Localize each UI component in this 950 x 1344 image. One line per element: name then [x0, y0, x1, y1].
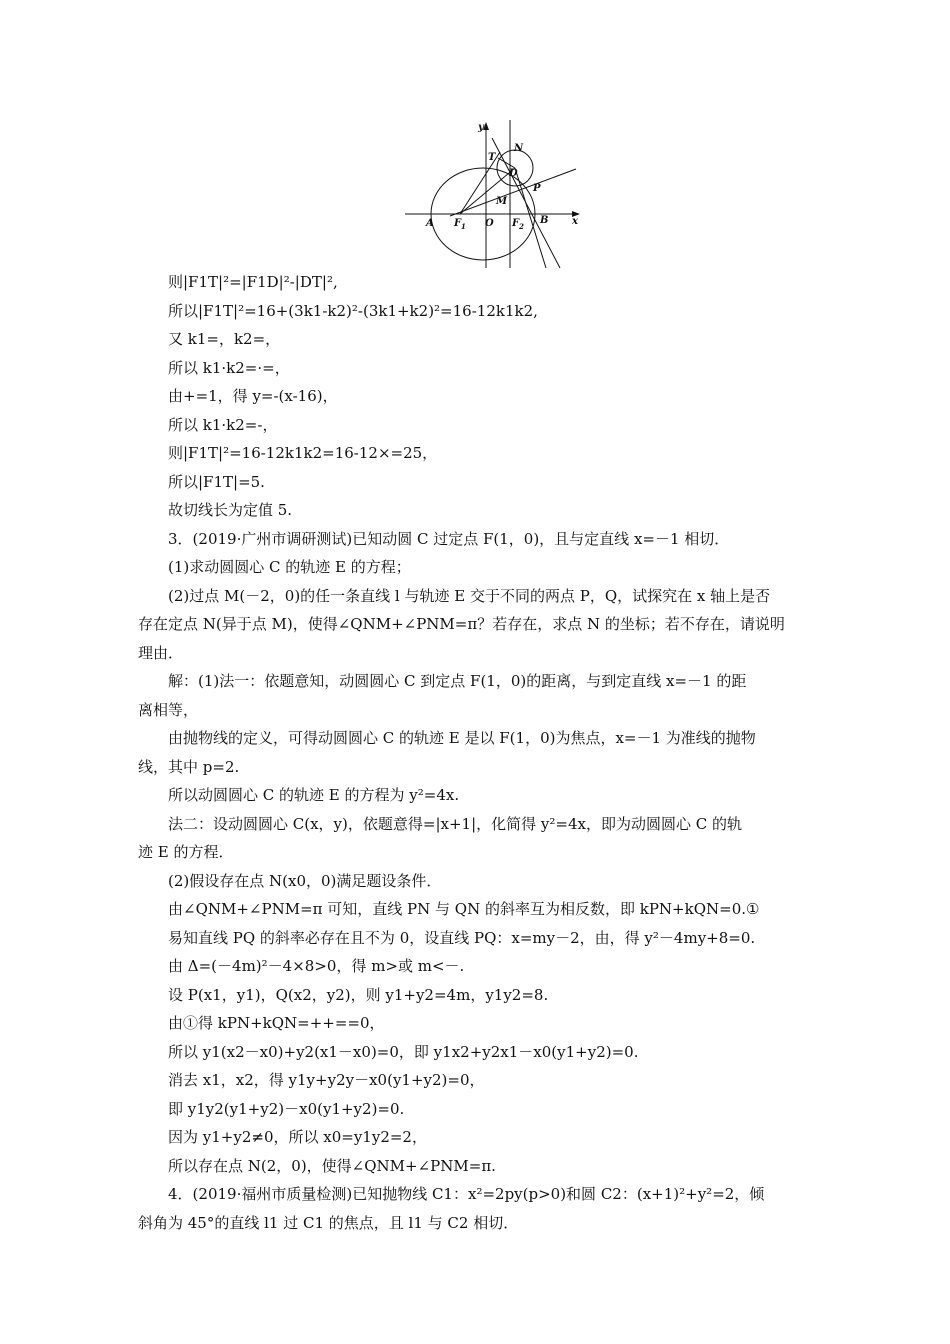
label-p: P — [533, 183, 541, 194]
text-line: 由①得 kPN+kQN=++==0， — [168, 1014, 385, 1032]
problem-4-title: 4．(2019·福州市质量检测)已知抛物线 C1：x²=2py(p>0)和圆 C2：(x+1)²+y²=2，倾 — [168, 1185, 765, 1203]
text-line: 由抛物线的定义，可得动圆圆心 C 的轨迹 E 是以 F(1，0)为焦点，x=－1 为准线的抛物 — [168, 729, 756, 747]
label-x: x — [572, 216, 578, 227]
text-line: 设 P(x1，y1)，Q(x2，y2)，则 y1+y2=4m，y1y2=8. — [168, 985, 549, 1004]
text-line: (2)假设存在点 N(x0，0)满足题设条件． — [168, 871, 442, 890]
text-line: 迹 E 的方程． — [138, 843, 234, 861]
text-line: 又 k1=，k2=， — [168, 330, 281, 348]
text-line: 理由． — [138, 643, 184, 662]
text-line: 斜角为 45°的直线 l1 过 C1 的焦点，且 l1 与 C2 相切． — [138, 1213, 519, 1232]
text-line: 即 y1y2(y1+y2)－x0(y1+y2)=0. — [168, 1099, 405, 1118]
text-line: 由∠QNM+∠PNM=π 可知，直线 PN 与 QN 的斜率互为相反数，即 kPN+kQN=0.① — [168, 900, 760, 918]
text-line: 所以存在点 N(2，0)，使得∠QNM+∠PNM=π. — [168, 1156, 496, 1175]
text-line: 所以 k1·k2=-， — [168, 415, 278, 434]
text-line: 因为 y1+y2≠0，所以 x0=y1y2=2， — [168, 1128, 427, 1146]
text-line: 消去 x1，x2，得 y1y+y2y－x0(y1+y2)=0， — [168, 1071, 485, 1089]
text-line: 易知直线 PQ 的斜率必存在且不为 0，设直线 PQ：x=my－2，由，得 y²－4my+8=0. — [168, 928, 756, 947]
label-b: B — [540, 215, 549, 226]
text-line: 则|F1T|²=16-12k1k2=16-12×=25， — [168, 444, 438, 462]
problem-3-title: 3．(2019·广州市调研测试)已知动圆 C 过定点 F(1，0)，且与定直线 x=－1 相切． — [168, 529, 730, 548]
label-d: D — [509, 168, 518, 179]
label-o: O — [485, 218, 494, 229]
text-line: 所以 y1(x2－x0)+y2(x1－x0)=0，即 y1x2+y2x1－x0(y1+y2)=0. — [168, 1042, 639, 1061]
text-line: 故切线长为定值 5. — [168, 501, 293, 519]
label-f2: F — [512, 218, 520, 229]
label-n: N — [514, 143, 524, 154]
y-axis-arrow — [483, 122, 489, 130]
label-m: M — [496, 196, 508, 207]
text-line: 存在定点 N(异于点 M)，使得∠QNM+∠PNM=π？若存在，求点 N 的坐标；若不存在，请说明 — [138, 615, 785, 633]
text-line: 离相等， — [138, 700, 199, 719]
text-line: 所以动圆圆心 C 的轨迹 E 的方程为 y²=4x. — [168, 786, 460, 804]
label-f2-sub: 2 — [519, 222, 524, 231]
text-line: 所以 k1·k2=·=， — [168, 358, 290, 377]
text-line: 所以|F1T|²=16+(3k1-k2)²-(3k1+k2)²=16-12k1k2, — [168, 301, 538, 320]
label-y: y — [478, 122, 484, 133]
solution-text — [138, 268, 818, 1237]
label-a: A — [426, 218, 434, 229]
text-line: 解：(1)法一：依题意知，动圆圆心 C 到定点 F(1，0)的距离，与到定直线 x=－1 的距 — [168, 672, 747, 690]
label-f1-sub: 1 — [461, 222, 466, 231]
label-t: T — [488, 152, 496, 163]
text-line: 由+=1，得 y=-(x-16)， — [168, 387, 338, 405]
text-line: 由 Δ=(－4m)²－4×8>0，得 m>或 m<－. — [168, 957, 465, 975]
ellipse-tangent-figure — [400, 118, 585, 273]
text-line: 线，其中 p=2. — [138, 757, 240, 776]
text-line: 所以|F1T|=5. — [168, 472, 265, 491]
text-line: (2)过点 M(－2，0)的任一条直线 l 与轨迹 E 交于不同的两点 P，Q，试探究在 x 轴上是否 — [168, 586, 771, 605]
text-line: 则|F1T|²=|F1D|²-|DT|², — [168, 273, 338, 291]
figure-svg — [400, 118, 585, 273]
text-line: (1)求动圆圆心 C 的轨迹 E 的方程； — [168, 558, 411, 576]
text-line: 法二：设动圆圆心 C(x，y)，依题意得=|x+1|，化简得 y²=4x，即为动圆圆心 C 的轨 — [168, 814, 742, 833]
line-f1-d — [460, 168, 515, 214]
label-f1: F — [454, 218, 462, 229]
